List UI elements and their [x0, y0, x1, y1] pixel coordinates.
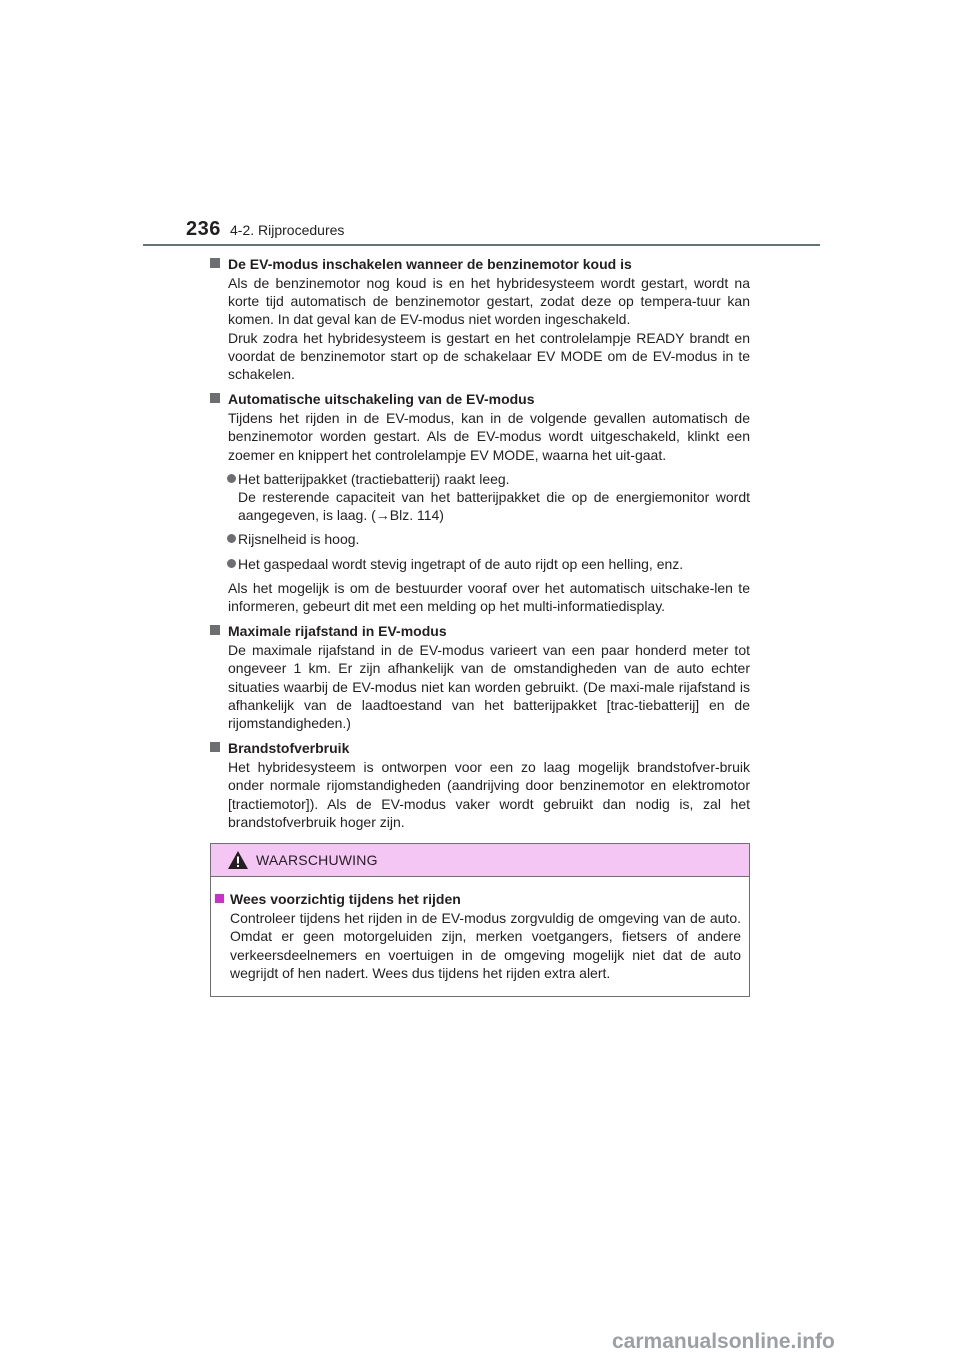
- square-bullet-icon: [210, 258, 220, 268]
- section-heading-text: Brandstofverbruik: [228, 740, 350, 757]
- paragraph: Tijdens het rijden in de EV-modus, kan in de volgende gevallen automatisch de benzinemotor worden gestart. Als de EV-modus wordt uitgeschakeld, klinkt een zoemer en knippert het controlelampje EV MODE, waarna het uit-gaat.: [228, 410, 750, 463]
- paragraph: Druk zodra het hybridesysteem is gestart en het controlelampje READY brandt en voordat de benzinemotor start op de schakelaar EV MODE om de EV-modus in te schakelen.: [228, 329, 750, 383]
- warning-title-bar: [211, 844, 749, 877]
- square-bullet-icon: [215, 894, 224, 903]
- section-heading: [210, 738, 750, 758]
- paragraph: De maximale rijafstand in de EV-modus varieert van een paar honderd meter tot ongeveer 1 km. Er zijn afhankelijk van de omstandigheden van de auto echter situaties waarbij de EV-modus niet kan worden gebruikt. (De maxi-male rijafstand is afhankelijk van de laadtoestand van het batterijpakket [trac-tiebatterij] en de rijomstandigheden.): [228, 642, 750, 732]
- warning-title: WAARSCHUWING: [256, 852, 378, 868]
- page-number: 236: [186, 218, 221, 240]
- header-divider: [143, 244, 820, 246]
- section-max-range: [210, 621, 750, 732]
- section-heading-text: Maximale rijafstand in EV-modus: [228, 623, 447, 640]
- section-heading-text: Automatische uitschakeling van de EV-modus: [228, 391, 535, 408]
- round-bullet-icon: [227, 534, 236, 543]
- warning-body: [211, 877, 749, 983]
- paragraph: Het hybridesysteem is ontworpen voor een zo laag mogelijk brandstofver-bruik onder normale rijomstandigheden (aandrijving door benzinemotor en elektromotor [tractiemotor]). Als de EV-modus vaker wordt gebruikt dan nodig is, zal het brandstofverbruik hoger zijn.: [228, 759, 750, 830]
- warning-heading: [215, 889, 741, 909]
- section-ev-cold-engine: [210, 254, 750, 383]
- warning-text: Controleer tijdens het rijden in de EV-modus zorgvuldig de omgeving van de auto. Omdat er geen motorgeluiden zijn, merken voetgangers, fietsers of andere verkeersdeelnemers en voertuigen in de omgeving mogelijk niet dat de auto wegrijdt of hen nadert. Wees dus tijdens het rijden extra alert.: [230, 910, 741, 982]
- list-item-detail: De resterende capaciteit van het batterijpakket die op de energiemonitor wordt aangegeven, is laag. (→Blz. 114): [238, 489, 750, 524]
- section-heading: [210, 621, 750, 641]
- round-bullet-icon: [227, 474, 236, 483]
- square-bullet-icon: [210, 742, 220, 752]
- list-item-text: Het batterijpakket (tractiebatterij) raakt leeg.: [238, 470, 510, 487]
- list-item-text: Het gaspedaal wordt stevig ingetrapt of de auto rijdt op een helling, enz.: [238, 555, 684, 572]
- paragraph: Als het mogelijk is om de bestuurder vooraf over het automatisch uitschake-len te informeren, gebeurt dit met een melding op het multi-informatiedisplay.: [228, 579, 750, 615]
- list-item: [210, 530, 750, 548]
- round-bullet-icon: [227, 559, 236, 568]
- square-bullet-icon: [210, 393, 220, 403]
- section-heading: [210, 254, 750, 274]
- watermark: carmanualsonline.info: [612, 1330, 835, 1353]
- paragraph: Als de benzinemotor nog koud is en het hybridesysteem wordt gestart, wordt na korte tijd automatisch de benzinemotor gestart, zodat deze op tempera-tuur kan komen. In dat geval kan de EV-modus niet worden ingeschakeld.: [228, 275, 750, 328]
- warning-box: [210, 843, 750, 997]
- main-content: [210, 254, 750, 837]
- chapter-title: 4-2. Rijprocedures: [230, 222, 345, 238]
- list-item: [210, 555, 750, 573]
- section-heading: [210, 389, 750, 409]
- section-heading-text: De EV-modus inschakelen wanneer de benzinemotor koud is: [228, 256, 632, 272]
- warning-heading-text: Wees voorzichtig tijdens het rijden: [230, 891, 461, 907]
- section-fuel-consumption: [210, 738, 750, 831]
- warning-triangle-icon: [227, 850, 249, 870]
- section-auto-deactivation: [210, 389, 750, 615]
- list-item: [210, 470, 750, 525]
- list-item-text: Rijsnelheid is hoog.: [238, 531, 360, 548]
- square-bullet-icon: [210, 625, 220, 635]
